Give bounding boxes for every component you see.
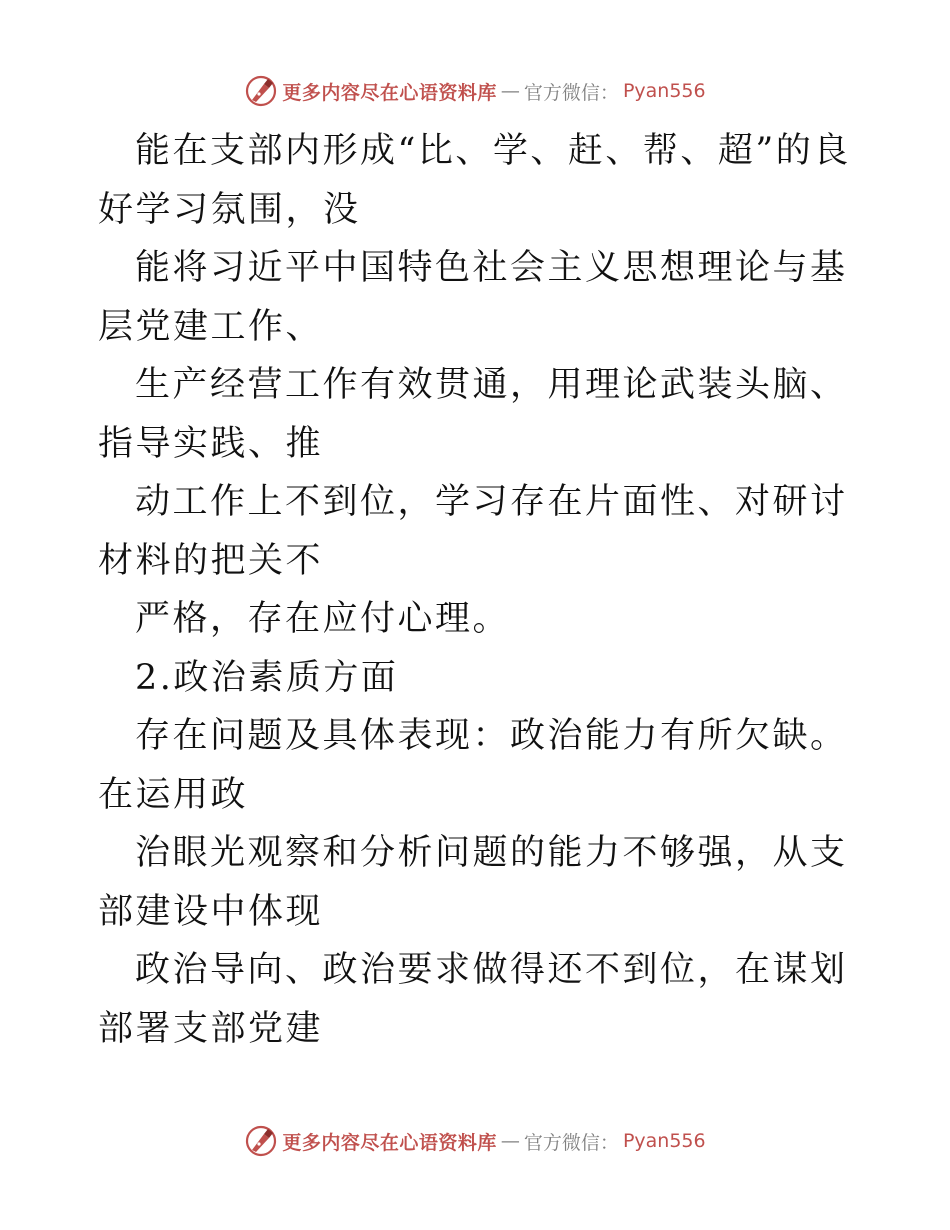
header-watermark — [0, 74, 950, 108]
body-paragraph: 能将习近平中国特色社会主义思想理论与基层党建工作、 — [98, 248, 848, 347]
footer-watermark — [0, 1124, 950, 1158]
watermark-dash: — — [500, 80, 520, 102]
watermark-wechat-id: Pyan556 — [622, 1130, 706, 1152]
body-paragraph: 政治导向、政治要求做得还不到位，在谋划部署支部党建 — [98, 950, 848, 1049]
watermark-library-text: 更多内容尽在心语资料库 — [282, 81, 497, 104]
watermark-dash: — — [500, 1130, 520, 1152]
watermark-wechat-label: 官方微信： — [523, 81, 619, 104]
body-paragraph: 存在问题及具体表现：政治能力有所欠缺。在运用政 — [98, 716, 848, 815]
watermark-wechat-label: 官方微信： — [523, 1131, 619, 1154]
body-paragraph: 能在支部内形成“比、学、赶、帮、超”的良好学习氛围，没 — [98, 131, 851, 230]
body-paragraph: 动工作上不到位，学习存在片面性、对研讨材料的把关不 — [98, 482, 848, 581]
document-body — [98, 122, 854, 1058]
watermark-wechat-id: Pyan556 — [622, 80, 706, 102]
pen-nib-logo-icon — [244, 74, 278, 108]
watermark-library-text: 更多内容尽在心语资料库 — [282, 1131, 497, 1154]
body-paragraph: 严格，存在应付心理。 — [135, 599, 511, 639]
body-paragraph: 生产经营工作有效贯通，用理论武装头脑、指导实践、推 — [98, 365, 848, 464]
section-heading: 2.政治素质方面 — [135, 657, 399, 698]
body-paragraph: 治眼光观察和分析问题的能力不够强，从支部建设中体现 — [98, 833, 848, 932]
pen-nib-logo-icon — [244, 1124, 278, 1158]
